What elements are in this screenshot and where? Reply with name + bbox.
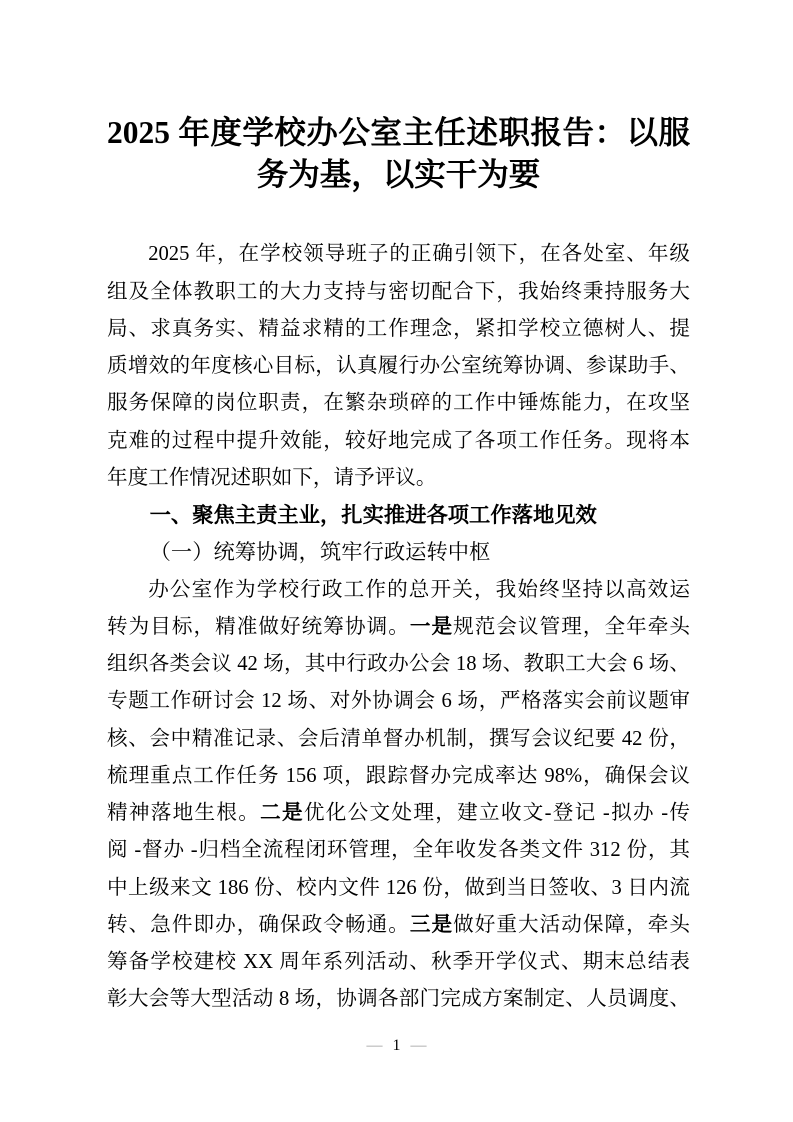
text-line xyxy=(107,721,690,758)
text-line xyxy=(107,274,690,311)
text-line xyxy=(107,907,690,944)
text-segment: 筹备学校建校 XX 周年系列活动、秋季开学仪式、期末总结表 xyxy=(107,951,690,974)
emphasis-lead: 二是 xyxy=(260,802,304,825)
text-segment: 转、急件即办，确保政令畅通。 xyxy=(107,913,410,936)
text-segment: 梳理重点工作任务 156 项，跟踪督办完成率达 98%，确保会议 xyxy=(107,764,690,787)
text-line xyxy=(107,795,690,832)
text-segment: 转为目标，精准做好统筹协调。 xyxy=(107,615,410,638)
text-segment: 办公室作为学校行政工作的总开关，我始终坚持以高效运 xyxy=(148,578,690,601)
document-body xyxy=(107,236,690,1018)
text-segment: 服务保障的岗位职责，在繁杂琐碎的工作中锤炼能力，在攻坚 xyxy=(107,392,690,415)
text-line xyxy=(107,460,690,497)
text-segment: 规范会议管理，全年牵头 xyxy=(453,615,691,638)
emphasis-lead: 一是 xyxy=(409,615,454,638)
text-segment: 做好重大活动保障，牵头 xyxy=(453,913,691,936)
text-segment: 克难的过程中提升效能，较好地完成了各项工作任务。现将本 xyxy=(107,429,690,452)
coordination-paragraph xyxy=(107,572,690,1019)
text-segment: 局、求真务实、精益求精的工作理念，紧扣学校立德树人、提 xyxy=(107,317,690,340)
text-line xyxy=(107,832,690,869)
intro-paragraph xyxy=(107,236,690,497)
text-segment: 组织各类会议 42 场，其中行政办公会 18 场、教职工大会 6 场、 xyxy=(107,653,690,676)
text-segment: 精神落地生根。 xyxy=(107,802,261,825)
page-number-left-dash: — xyxy=(366,1037,383,1054)
page-number xyxy=(0,1034,793,1058)
text-segment: 阅 -督办 -归档全流程闭环管理，全年收发各类文件 312 份，其 xyxy=(107,839,690,862)
page-number-right-dash: — xyxy=(410,1037,427,1054)
text-line xyxy=(107,572,690,609)
text-line xyxy=(107,870,690,907)
text-segment: 质增效的年度核心目标，认真履行办公室统筹协调、参谋助手、 xyxy=(107,355,690,378)
text-segment: 组及全体教职工的大力支持与密切配合下，我始终秉持服务大 xyxy=(107,280,690,303)
text-line xyxy=(107,683,690,720)
text-line xyxy=(107,236,690,273)
text-line xyxy=(107,497,690,534)
subsection-heading-1 xyxy=(107,534,690,571)
text-line xyxy=(107,646,690,683)
text-line xyxy=(107,609,690,646)
text-segment: 2025 年，在学校领导班子的正确引领下，在各处室、年级 xyxy=(148,243,690,266)
emphasis-lead: 三是 xyxy=(409,913,454,936)
text-segment: 彰大会等大型活动 8 场，协调各部门完成方案制定、人员调度、 xyxy=(107,988,690,1011)
section-heading-1 xyxy=(107,497,690,534)
text-line xyxy=(107,981,690,1018)
document-title xyxy=(107,112,690,196)
text-segment: 一、聚焦主责主业，扎实推进各项工作落地见效 xyxy=(149,503,597,528)
text-line xyxy=(107,311,690,348)
text-line xyxy=(107,423,690,460)
text-segment: 年度工作情况述职如下，请予评议。 xyxy=(107,466,437,489)
text-segment: 专题工作研讨会 12 场、对外协调会 6 场，严格落实会前议题审 xyxy=(107,690,690,713)
title-line-1: 2025 年度学校办公室主任述职报告：以服 xyxy=(107,115,690,150)
page-number-value: 1 xyxy=(392,1037,401,1054)
text-line xyxy=(107,385,690,422)
text-line xyxy=(107,348,690,385)
text-segment: （一）统筹协调，筑牢行政运转中枢 xyxy=(149,540,491,565)
text-line xyxy=(107,534,690,571)
text-line xyxy=(107,758,690,795)
text-segment: 核、会中精准记录、会后清单督办机制，撰写会议纪要 42 份， xyxy=(107,727,690,750)
title-line-2: 务为基，以实干为要 xyxy=(256,157,541,192)
text-segment: 中上级来文 186 份、校内文件 126 份，做到当日签收、3 日内流 xyxy=(107,876,690,899)
text-line xyxy=(107,944,690,981)
text-segment: 优化公文处理，建立收文-登记 -拟办 -传 xyxy=(303,802,691,825)
